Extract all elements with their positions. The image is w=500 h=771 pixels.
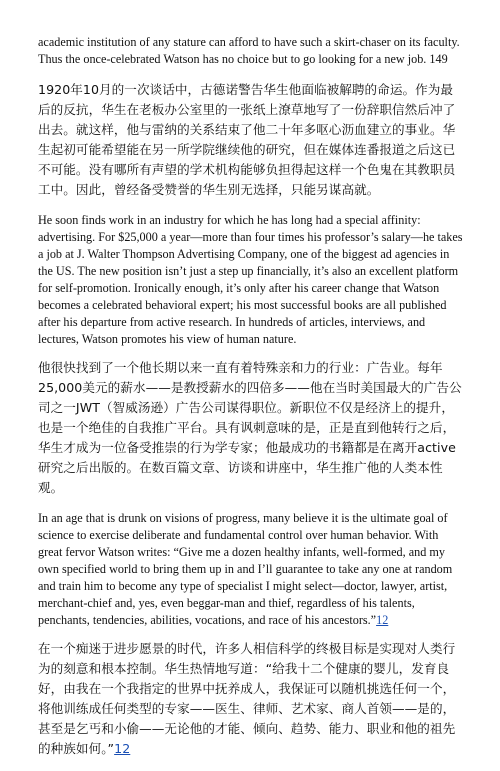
document-page	[38, 34, 464, 771]
paragraph-en-2	[38, 212, 464, 348]
paragraph-text: academic institution of any stature can afford to have such a skirt-chaser on its faculty. Thus the once-celebrated Watson has no choice but to go looking for a new job. 149	[38, 35, 460, 66]
paragraph-text: He soon finds work in an industry for which he has long had a special affinity: advertising. For $25,000 a year—more than four times his professor’s salary—he takes a job at J. Walter Thompson Advertising Company, one of the biggest ad agencies in the US. The new position isn’t just a step up financially, it’s also an excellent platform for self-promotion. Ironically enough, it’s only after his career change that Watson becomes a celebrated behavioral expert; his most successful books are all published after his departure from active research. In hundreds of articles, interviews, and lectures, Watson promotes his view of human nature.	[38, 213, 463, 346]
paragraph-text: 1920年10月的一次谈话中，古德诺警告华生他面临被解聘的命运。作为最后的反抗，华生在老板办公室里的一张纸上潦草地写了一份辞职信然后冲了出去。就这样，他与雷纳的关系结束了他二十年多呕心沥血建立的事业。华生起初可能希望能在另一所学院继续他的研究，但在媒体连番报道之后这已不可能。没有哪所有声望的学术机构能够负担得起这样一个色鬼在其教职员工中。因此，曾经备受赞誉的华生别无选择，只能另谋高就。	[38, 82, 456, 197]
paragraph-zh-3	[38, 639, 464, 759]
footnote-link[interactable]: 12	[114, 741, 131, 756]
paragraph-en-1	[38, 34, 464, 68]
paragraph-zh-2	[38, 358, 464, 498]
paragraph-text: 他很快找到了一个他长期以来一直有着特殊亲和力的行业：广告业。每年25,000美元的薪水——是教授薪水的四倍多——他在当时美国最大的广告公司之一JWT（智威汤逊）广告公司谋得职位。新职位不仅是经济上的提升，也是一个绝佳的自我推广平台。具有讽刺意味的是，正是直到他转行之后，华生才成为一位备受推崇的行为学专家；他最成功的书籍都是在离开active研究之后出版的。在数百篇文章、访谈和讲座中，华生推广他的人类本性观。	[38, 360, 462, 495]
paragraph-zh-1	[38, 80, 464, 200]
paragraph-text: 在一个痴迷于进步愿景的时代，许多人相信科学的终极目标是实现对人类行为的刻意和根本控制。华生热情地写道：“给我十二个健康的婴儿，发育良好，由我在一个我指定的世界中抚养成人，我保证可以随机挑选任何一个，将他训练成任何类型的专家——医生、律师、艺术家、商人首领——是的，甚至是乞丐和小偷——无论他的才能、倾向、趋势、能力、职业和他的祖先的种族如何。”	[38, 641, 456, 756]
footnote-link[interactable]: 12	[376, 613, 389, 627]
paragraph-text: In an age that is drunk on visions of progress, many believe it is the ultimate goal of science to exercise deliberate and fundamental control over human behavior. With great fervor Watson writes: “Give me a dozen healthy infants, well-formed, and my own specified world to bring them up in and I’ll guarantee to take any one at random and train him to become any type of specialist I might select—doctor, lawyer, artist, merchant-chief and, yes, even beggar-man and thief, regardless of his talents, penchants, tendencies, abilities, vocations, and race of his ancestors.”	[38, 511, 453, 627]
paragraph-en-3	[38, 510, 464, 629]
